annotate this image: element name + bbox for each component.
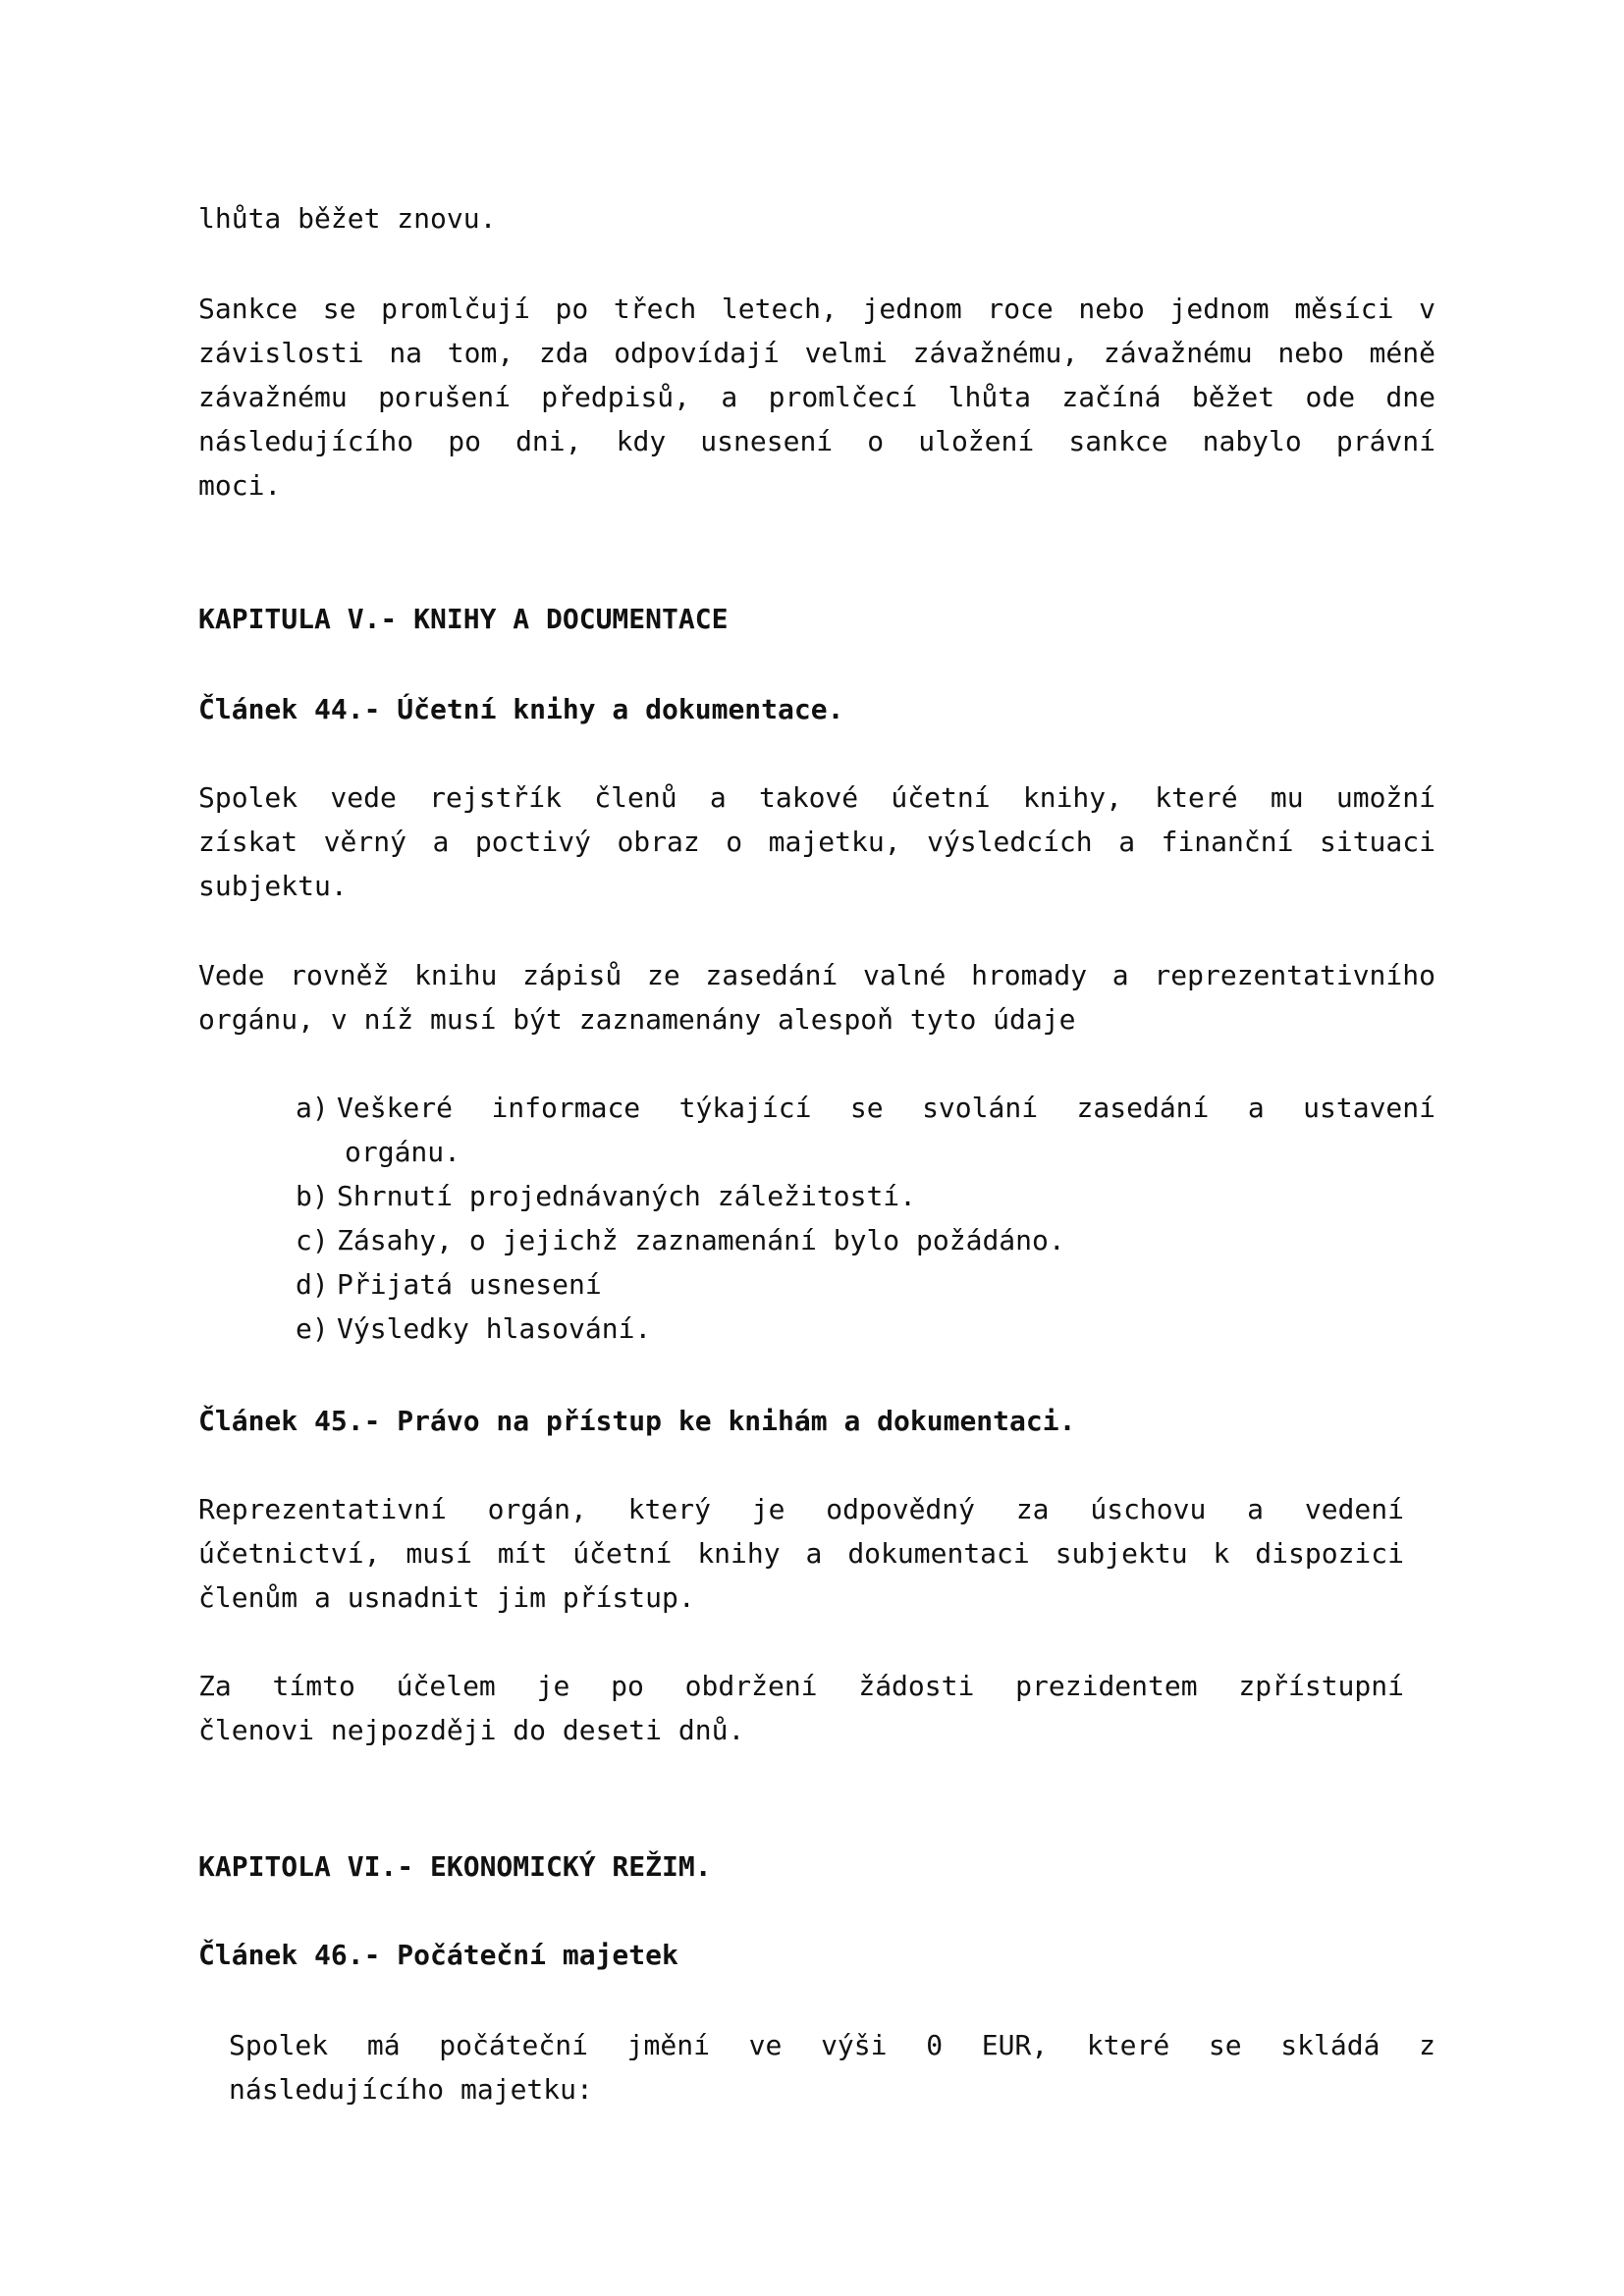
article-45-heading: Článek 45.- Právo na přístup ke knihám a dokumentaci. bbox=[198, 1405, 1076, 1437]
list-item-text: Shrnutí projednávaných záležitostí. bbox=[337, 1180, 917, 1212]
paragraph-line: Za tímto účelem je po obdržení žádosti prezidentem zpřístupní bbox=[198, 1670, 1404, 1702]
list-item bbox=[296, 1218, 1435, 1262]
article-44-heading: Článek 44.- Účetní knihy a dokumentace. bbox=[198, 693, 844, 725]
article-45-paragraph-2 bbox=[198, 1664, 1404, 1752]
paragraph-line: získat věrný a poctivý obraz o majetku, výsledcích a finanční situaci bbox=[198, 826, 1435, 858]
article-46-paragraph-1 bbox=[229, 2023, 1435, 2111]
article-44-paragraph-1 bbox=[198, 775, 1435, 908]
list-marker: a) bbox=[296, 1092, 329, 1124]
list-marker: e) bbox=[296, 1312, 329, 1345]
list-marker: b) bbox=[296, 1180, 329, 1212]
sanctions-paragraph bbox=[198, 287, 1435, 507]
article-45-paragraph-1 bbox=[198, 1487, 1404, 1620]
list-item bbox=[296, 1262, 1435, 1307]
paragraph-line: Spolek vede rejstřík členů a takové účetní knihy, které mu umožní bbox=[198, 781, 1435, 814]
paragraph-line: závislosti na tom, zda odpovídají velmi závažnému, závažnému nebo méně bbox=[198, 337, 1435, 369]
paragraph-line: závažnému porušení předpisů, a promlčecí lhůta začíná běžet ode dne bbox=[198, 381, 1435, 413]
list-item-text: Veškeré informace týkající se svolání zasedání a ustavení bbox=[337, 1092, 1435, 1124]
paragraph-line: následujícího po dni, kdy usnesení o uložení sankce nabylo právní bbox=[198, 425, 1435, 457]
list-item bbox=[296, 1307, 1435, 1351]
article-46-heading: Článek 46.- Počáteční majetek bbox=[198, 1939, 678, 1971]
paragraph-line: Vede rovněž knihu zápisů ze zasedání valné hromady a reprezentativního bbox=[198, 959, 1435, 991]
chapter-5-heading: KAPITULA V.- KNIHY A DOCUMENTACE bbox=[198, 603, 729, 635]
paragraph-line: moci. bbox=[198, 469, 282, 502]
paragraph-line: Sankce se promlčují po třech letech, jednom roce nebo jednom měsíci v bbox=[198, 293, 1435, 325]
list-item-text: Zásahy, o jejichž zaznamenání bylo požádáno. bbox=[337, 1224, 1065, 1256]
list-item-text: Výsledky hlasování. bbox=[337, 1312, 652, 1345]
list-item bbox=[296, 1086, 1435, 1174]
list-item-text: orgánu. bbox=[345, 1136, 461, 1168]
paragraph-line: Spolek má počáteční jmění ve výši 0 EUR, které se skládá z bbox=[229, 2029, 1435, 2061]
list-marker: d) bbox=[296, 1268, 329, 1301]
paragraph-line: Reprezentativní orgán, který je odpovědný za úschovu a vedení bbox=[198, 1493, 1404, 1525]
article-44-paragraph-2 bbox=[198, 953, 1435, 1041]
paragraph-line: členovi nejpozději do deseti dnů. bbox=[198, 1714, 745, 1746]
intro-line: lhůta běžet znovu. bbox=[198, 202, 497, 235]
paragraph-line: následujícího majetku: bbox=[229, 2073, 593, 2106]
list-item-text: Přijatá usnesení bbox=[337, 1268, 602, 1301]
list-marker: c) bbox=[296, 1224, 329, 1256]
paragraph-line: účetnictví, musí mít účetní knihy a dokumentaci subjektu k dispozici bbox=[198, 1537, 1404, 1570]
chapter-6-heading: KAPITOLA VI.- EKONOMICKÝ REŽIM. bbox=[198, 1850, 712, 1883]
minutes-items-list bbox=[296, 1086, 1435, 1351]
paragraph-line: subjektu. bbox=[198, 870, 348, 902]
list-item bbox=[296, 1174, 1435, 1218]
paragraph-line: orgánu, v níž musí být zaznamenány alespoň tyto údaje bbox=[198, 1003, 1076, 1036]
paragraph-line: členům a usnadnit jim přístup. bbox=[198, 1581, 695, 1614]
